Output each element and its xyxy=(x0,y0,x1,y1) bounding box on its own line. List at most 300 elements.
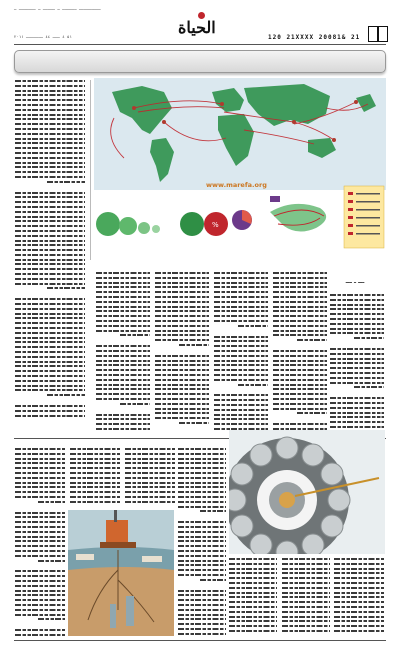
article-column-3 xyxy=(214,272,268,432)
header-meta-bottom: ٥١ ٤ ـــ ٤٤ ـــــــ ٢٠١١ xyxy=(14,34,72,39)
text-line xyxy=(214,277,268,279)
text-line xyxy=(214,379,268,381)
text-line xyxy=(273,364,327,366)
text-line xyxy=(334,587,384,589)
text-line xyxy=(229,563,277,565)
lower-column-3 xyxy=(125,448,175,506)
text-line xyxy=(155,286,209,288)
article-column-4 xyxy=(273,272,327,432)
text-line xyxy=(70,453,120,455)
text-line xyxy=(15,303,85,305)
text-line xyxy=(282,587,330,589)
text-line xyxy=(273,296,327,298)
text-line xyxy=(229,616,277,618)
text-line xyxy=(229,611,277,613)
text-line xyxy=(330,421,384,423)
text-line xyxy=(155,282,209,284)
text-line xyxy=(214,399,268,401)
text-line xyxy=(214,369,268,371)
text-line xyxy=(15,415,85,417)
text-line xyxy=(155,315,209,317)
text-line xyxy=(214,282,268,284)
left-column-text xyxy=(15,80,85,420)
text-line xyxy=(125,472,175,474)
text-line xyxy=(15,308,85,310)
text-line xyxy=(334,601,384,603)
text-line xyxy=(155,330,209,332)
text-line xyxy=(15,220,85,222)
text-line xyxy=(125,458,175,460)
text-line xyxy=(282,630,330,632)
text-line xyxy=(15,477,65,479)
text-line xyxy=(15,614,65,616)
text-line xyxy=(125,491,175,493)
text-line xyxy=(15,629,65,631)
text-line xyxy=(334,568,384,570)
text-line xyxy=(155,301,209,303)
text-line xyxy=(273,355,327,357)
text-line xyxy=(15,298,85,300)
text-line xyxy=(330,412,384,414)
text-line xyxy=(334,630,384,632)
text-line xyxy=(229,596,277,598)
text-line xyxy=(273,310,327,312)
text-line xyxy=(178,590,226,592)
text-line xyxy=(273,384,327,386)
text-line xyxy=(155,334,209,336)
text-line xyxy=(330,313,384,315)
text-line xyxy=(70,486,120,488)
text-line xyxy=(96,393,150,395)
submarine-cable-map xyxy=(94,78,386,268)
text-line xyxy=(15,176,85,178)
text-line xyxy=(273,350,327,352)
text-line xyxy=(273,315,327,317)
submarine-cable-photo xyxy=(229,430,385,554)
text-line xyxy=(96,423,150,425)
text-line xyxy=(330,348,384,350)
text-line xyxy=(96,277,150,279)
text-line xyxy=(178,609,226,611)
text-line xyxy=(96,291,150,293)
text-line xyxy=(273,360,327,362)
text-line xyxy=(125,462,175,464)
text-line xyxy=(330,402,384,404)
text-line xyxy=(125,448,175,450)
text-line xyxy=(15,594,65,596)
text-line xyxy=(15,171,85,173)
text-line xyxy=(238,384,268,386)
text-line xyxy=(15,599,65,601)
text-line xyxy=(15,337,85,339)
text-line xyxy=(334,558,384,560)
text-line xyxy=(15,85,85,87)
text-line xyxy=(15,580,65,582)
text-line xyxy=(155,296,209,298)
text-line xyxy=(155,360,209,362)
text-line xyxy=(15,104,85,106)
text-line xyxy=(179,422,209,424)
text-line xyxy=(273,301,327,303)
text-line xyxy=(229,577,277,579)
text-line xyxy=(96,428,150,430)
sidebox-text xyxy=(330,294,384,432)
text-line xyxy=(178,472,226,474)
text-line xyxy=(96,388,150,390)
text-line xyxy=(125,453,175,455)
text-line xyxy=(155,374,209,376)
text-line xyxy=(15,453,65,455)
text-line xyxy=(273,423,327,425)
text-line xyxy=(125,467,175,469)
map-source-watermark: www.marefa.org xyxy=(206,181,267,189)
text-line xyxy=(273,282,327,284)
text-line xyxy=(96,325,150,327)
text-line xyxy=(178,448,226,450)
text-line xyxy=(47,287,86,289)
text-line xyxy=(178,623,226,625)
header-rule xyxy=(14,44,386,45)
text-line xyxy=(330,353,384,355)
lower-column-2 xyxy=(70,448,120,506)
text-line xyxy=(273,398,327,400)
text-line xyxy=(15,114,85,116)
text-line xyxy=(334,592,384,594)
text-line xyxy=(96,364,150,366)
text-line xyxy=(214,360,268,362)
text-line xyxy=(96,414,150,416)
text-line xyxy=(15,225,85,227)
text-line xyxy=(334,625,384,627)
text-line xyxy=(15,575,65,577)
text-line xyxy=(178,633,226,635)
text-line xyxy=(155,403,209,405)
text-line xyxy=(330,299,384,301)
text-line xyxy=(214,418,268,420)
text-line xyxy=(214,306,268,308)
text-line xyxy=(15,389,85,391)
text-line xyxy=(96,369,150,371)
text-line xyxy=(178,594,226,596)
text-line xyxy=(15,609,65,611)
text-line xyxy=(96,310,150,312)
issue-info: 120 21XXXX 20081& 21 xyxy=(268,34,361,41)
text-line xyxy=(96,320,150,322)
text-line xyxy=(155,364,209,366)
text-line xyxy=(334,616,384,618)
text-line xyxy=(214,414,268,416)
text-line xyxy=(96,379,150,381)
text-line xyxy=(15,526,65,528)
text-line xyxy=(96,286,150,288)
text-line xyxy=(282,611,330,613)
text-line xyxy=(273,320,327,322)
text-line xyxy=(15,90,85,92)
lower-column-5 xyxy=(229,558,277,636)
text-line xyxy=(330,372,384,374)
text-line xyxy=(70,458,120,460)
text-line xyxy=(178,453,226,455)
text-line xyxy=(229,568,277,570)
text-line xyxy=(330,323,384,325)
text-line xyxy=(229,592,277,594)
text-line xyxy=(96,282,150,284)
text-line xyxy=(15,162,85,164)
text-line xyxy=(334,572,384,574)
text-line xyxy=(178,486,226,488)
text-line xyxy=(178,531,226,533)
text-line xyxy=(15,332,85,334)
text-line xyxy=(15,216,85,218)
text-line xyxy=(178,628,226,630)
text-line xyxy=(273,408,327,410)
text-line xyxy=(282,616,330,618)
text-line xyxy=(178,477,226,479)
text-line xyxy=(15,196,85,198)
text-line xyxy=(178,521,226,523)
text-line xyxy=(178,569,226,571)
text-line xyxy=(178,458,226,460)
text-line xyxy=(96,355,150,357)
text-line xyxy=(178,540,226,542)
text-line xyxy=(273,388,327,390)
text-line xyxy=(214,310,268,312)
text-line xyxy=(178,614,226,616)
text-line xyxy=(214,296,268,298)
text-line xyxy=(15,240,85,242)
text-line xyxy=(70,467,120,469)
text-line xyxy=(229,625,277,627)
text-line xyxy=(15,491,65,493)
text-line xyxy=(15,462,65,464)
text-line xyxy=(96,350,150,352)
text-line xyxy=(229,606,277,608)
footer-rule xyxy=(14,640,386,641)
text-line xyxy=(70,448,120,450)
text-line xyxy=(155,393,209,395)
text-line xyxy=(96,374,150,376)
text-line xyxy=(15,327,85,329)
text-line xyxy=(15,259,85,261)
text-line xyxy=(15,634,65,636)
text-line xyxy=(214,340,268,342)
text-line xyxy=(96,301,150,303)
text-line xyxy=(70,477,120,479)
text-line xyxy=(273,379,327,381)
lower-column-1 xyxy=(15,448,65,636)
text-line xyxy=(15,317,85,319)
text-line xyxy=(15,235,85,237)
text-line xyxy=(229,620,277,622)
newspaper-logo: الحياة xyxy=(178,18,216,37)
text-line xyxy=(96,384,150,386)
text-line xyxy=(15,356,85,358)
text-line xyxy=(15,211,85,213)
text-line xyxy=(15,109,85,111)
text-line xyxy=(155,291,209,293)
text-line xyxy=(273,272,327,274)
lower-column-6 xyxy=(282,558,330,636)
text-line xyxy=(330,377,384,379)
text-line xyxy=(15,410,85,412)
text-line xyxy=(282,563,330,565)
text-line xyxy=(15,570,65,572)
text-line xyxy=(15,147,85,149)
text-line xyxy=(155,277,209,279)
text-line xyxy=(273,403,327,405)
text-line xyxy=(15,346,85,348)
text-line xyxy=(15,133,85,135)
text-line xyxy=(178,599,226,601)
text-line xyxy=(15,351,85,353)
text-line xyxy=(96,398,150,400)
text-line xyxy=(178,491,226,493)
text-line xyxy=(214,301,268,303)
text-line xyxy=(15,370,85,372)
text-line xyxy=(282,568,330,570)
text-line xyxy=(214,320,268,322)
text-line xyxy=(15,482,65,484)
text-line xyxy=(125,486,175,488)
text-line xyxy=(15,448,65,450)
text-line xyxy=(273,286,327,288)
text-line xyxy=(15,361,85,363)
text-line xyxy=(155,369,209,371)
text-line xyxy=(15,365,85,367)
text-line xyxy=(273,330,327,332)
text-line xyxy=(282,572,330,574)
text-line xyxy=(15,555,65,557)
text-line xyxy=(330,367,384,369)
text-line xyxy=(38,618,66,620)
text-line xyxy=(282,558,330,560)
text-line xyxy=(15,249,85,251)
header-meta-top: ـــــــــ ــــــ ـ ـــــ ـ ـــــــ ـ xyxy=(14,6,101,11)
text-line xyxy=(330,294,384,296)
text-line xyxy=(214,345,268,347)
text-line xyxy=(155,388,209,390)
text-line xyxy=(15,604,65,606)
text-line xyxy=(282,577,330,579)
text-line xyxy=(96,296,150,298)
column-divider xyxy=(90,80,91,260)
text-line xyxy=(273,325,327,327)
text-line xyxy=(125,482,175,484)
text-line xyxy=(155,417,209,419)
text-line xyxy=(15,263,85,265)
text-line xyxy=(229,582,277,584)
text-line xyxy=(178,618,226,620)
text-line xyxy=(15,341,85,343)
text-line xyxy=(178,482,226,484)
text-line xyxy=(273,306,327,308)
lower-column-7 xyxy=(334,558,384,636)
text-line xyxy=(96,306,150,308)
text-line xyxy=(178,574,226,576)
text-line xyxy=(178,526,226,528)
text-line xyxy=(334,606,384,608)
text-line xyxy=(179,344,209,346)
text-line xyxy=(15,545,65,547)
text-line xyxy=(96,272,150,274)
text-line xyxy=(334,596,384,598)
text-line xyxy=(214,364,268,366)
text-line xyxy=(15,486,65,488)
text-line xyxy=(214,272,268,274)
text-line xyxy=(155,325,209,327)
text-line xyxy=(15,80,85,82)
text-line xyxy=(155,379,209,381)
text-line xyxy=(15,142,85,144)
text-line xyxy=(15,550,65,552)
text-line xyxy=(229,601,277,603)
page-number-box xyxy=(368,26,388,42)
text-line xyxy=(15,380,85,382)
text-line xyxy=(15,375,85,377)
text-line xyxy=(330,332,384,334)
text-line xyxy=(214,404,268,406)
text-line xyxy=(15,206,85,208)
text-line xyxy=(330,382,384,384)
text-line xyxy=(70,482,120,484)
article-column-2 xyxy=(155,272,209,432)
text-line xyxy=(155,320,209,322)
text-line xyxy=(15,385,85,387)
text-line xyxy=(15,118,85,120)
text-line xyxy=(38,501,66,503)
text-line xyxy=(297,412,327,414)
text-line xyxy=(15,283,85,285)
text-line xyxy=(354,337,384,339)
text-line xyxy=(155,384,209,386)
text-line xyxy=(330,304,384,306)
text-line xyxy=(273,291,327,293)
offshore-platform-illustration xyxy=(68,510,174,636)
text-line xyxy=(15,512,65,514)
text-line xyxy=(178,506,226,508)
text-line xyxy=(15,273,85,275)
text-line xyxy=(125,496,175,498)
text-line xyxy=(273,334,327,336)
text-line xyxy=(70,491,120,493)
text-line xyxy=(15,192,85,194)
text-line xyxy=(15,166,85,168)
text-line xyxy=(15,152,85,154)
text-line xyxy=(178,501,226,503)
text-line xyxy=(214,291,268,293)
text-line xyxy=(330,416,384,418)
text-line xyxy=(229,572,277,574)
text-line xyxy=(178,462,226,464)
text-line xyxy=(178,467,226,469)
text-line xyxy=(120,403,150,405)
text-line xyxy=(15,313,85,315)
text-line xyxy=(15,268,85,270)
text-line xyxy=(155,272,209,274)
text-line xyxy=(15,99,85,101)
text-line xyxy=(330,308,384,310)
text-line xyxy=(330,426,384,428)
text-line xyxy=(334,582,384,584)
text-line xyxy=(178,555,226,557)
text-line xyxy=(178,550,226,552)
text-line xyxy=(70,496,120,498)
text-line xyxy=(125,477,175,479)
text-line xyxy=(214,394,268,396)
sidebox-title: ـــ ـ ـــ xyxy=(345,278,365,285)
text-line xyxy=(15,138,85,140)
text-line xyxy=(15,278,85,280)
